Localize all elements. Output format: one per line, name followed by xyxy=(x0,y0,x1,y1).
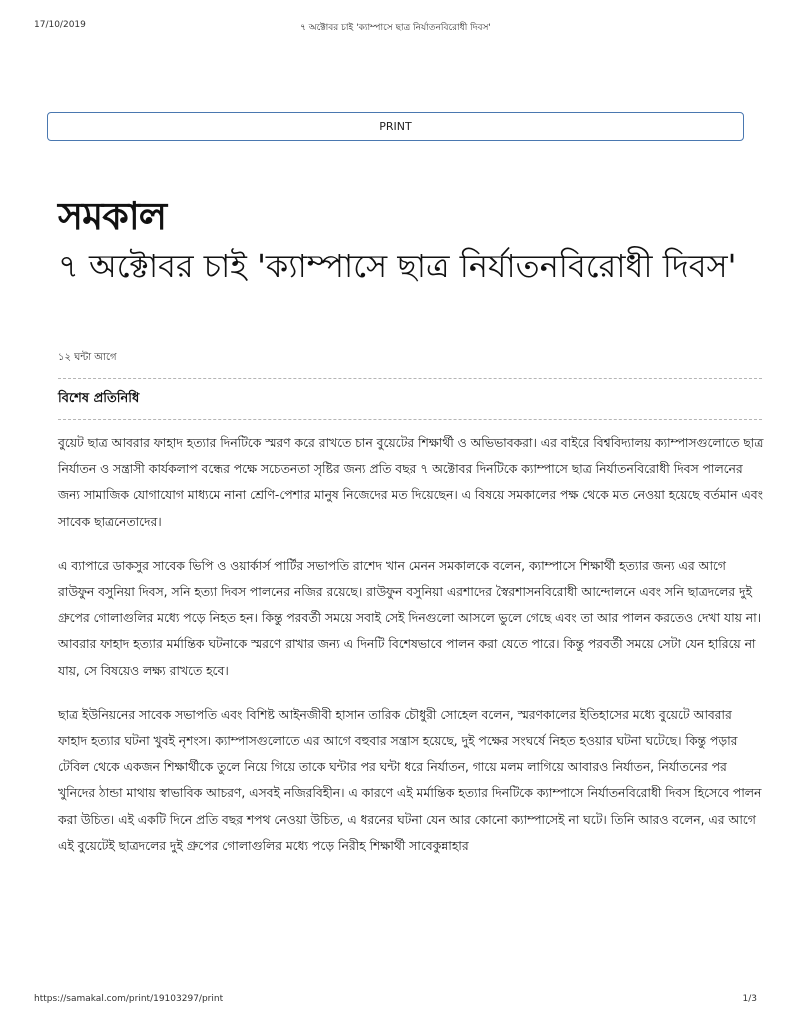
article-paragraph: এ ব্যাপারে ডাকসুর সাবেক ভিপি ও ওয়ার্কার্স পার্টির সভাপতি রাশেদ খান মেনন সমকালকে বলেন, ক্যাম্পাসে শিক্ষার্থী হত্যার জন্য এর আগে রাউফুন বসুনিয়া দিবস, সনি হত্যা দিবস পালনের নজির রয়েছে। রাউফুন বসুনিয়া এরশাদের স্বৈরশাসনবিরোধী আন্দোলনে এবং সনি ছাত্রদলের দুই গ্রুপের গোলাগুলির মধ্যে পড়ে নিহত হন। কিন্তু পরবর্তী সময়ে সবাই সেই দিনগুলো আসলে ভুলে গেছে এবং তা আর পালন করতেও দেখা যায় না। আবরার ফাহাদ হত্যার মর্মান্তিক ঘটনাকে স্মরণে রাখার জন্য এ দিনটি বিশেষভাবে পালন করা যেতে পারে। কিন্তু পরবর্তী সময়ে সেটা যেন হারিয়ে না যায়, সে বিষয়েও লক্ষ্য রাখতে হবে। xyxy=(58,558,762,678)
article-paragraph: ছাত্র ইউনিয়নের সাবেক সভাপতি এবং বিশিষ্ট আইনজীবী হাসান তারিক চৌধুরী সোহেল বলেন, স্মরণকালের ইতিহাসের মধ্যে বুয়েটে আবরার ফাহাদ হত্যার ঘটনা খুবই নৃশংস। ক্যাম্পাসগুলোতে এর আগে বহুবার সন্ত্রাস হয়েছে, দুই পক্ষের সংঘর্ষে নিহত হওয়ার ঘটনা ঘটেছে। কিন্তু পড়ার টেবিল থেকে একজন শিক্ষার্থীকে তুলে নিয়ে গিয়ে তাকে ঘন্টার পর ঘন্টা ধরে নির্যাতন, গায়ে মলম লাগিয়ে আবারও নির্যাতন, নির্যাতনের পর খুনিদের ঠান্ডা মাথায় স্বাভাবিক আচরণ, এসবই নজিরবিহীন। এ কারণে এই মর্মান্তিক হত্যার দিনটিকে ক্যাম্পাসে নির্যাতনবিরোধী দিবস হিসেবে পালন করা উচিত। এই একটি দিনে প্রতি বছর শপথ নেওয়া উচিত, এ ধরনের ঘটনা যেন আর কোনো ক্যাম্পাসেই না ঘটে। তিনি আরও বলেন, এর আগে এই বুয়েটেই ছাত্রদলের দুই গ্রুপের গোলাগুলির মধ্যে পড়ে নিরীহ শিক্ষার্থী সাবেকুন্নাহার xyxy=(58,707,762,853)
page-number: 1/3 xyxy=(742,994,757,1004)
print-page-title: ৭ অক্টোবর চাই 'ক্যাম্পাসে ছাত্র নির্যাতনবিরোধী দিবস' xyxy=(300,23,491,33)
print-button[interactable]: PRINT xyxy=(47,112,744,141)
print-url: https://samakal.com/print/19103297/print xyxy=(34,994,224,1004)
article-byline: বিশেষ প্রতিনিধি xyxy=(58,391,140,406)
byline-divider-top xyxy=(58,378,762,379)
byline-divider-bottom xyxy=(58,419,762,420)
samakal-logo: সমকাল xyxy=(58,193,167,238)
print-date: 17/10/2019 xyxy=(34,20,86,30)
article-headline: ৭ অক্টোবর চাই 'ক্যাম্পাসে ছাত্র নির্যাতনবিরোধী দিবস' xyxy=(58,247,737,285)
article-body xyxy=(58,430,764,877)
article-paragraph: বুয়েট ছাত্র আবরার ফাহাদ হত্যার দিনটিকে স্মরণ করে রাখতে চান বুয়েটের শিক্ষার্থী ও অভিভাবকরা। এর বাইরে বিশ্ববিদ্যালয় ক্যাম্পাসগুলোতে ছাত্র নির্যাতন ও সন্ত্রাসী কার্যকলাপ বন্ধের পক্ষে সচেতনতা সৃষ্টির জন্য প্রতি বছর ৭ অক্টোবর দিনটিকে ক্যাম্পাসে ছাত্র নির্যাতনবিরোধী দিবস পালনের জন্য সামাজিক যোগাযোগ মাধ্যমে নানা শ্রেণি-পেশার মানুষ নিজেদের মত দিয়েছেন। এ বিষয়ে সমকালের পক্ষ থেকে মত নেওয়া হয়েছে বর্তমান এবং সাবেক ছাত্রনেতাদের। xyxy=(58,436,764,529)
publish-time: ১২ ঘন্টা আগে xyxy=(58,352,117,363)
